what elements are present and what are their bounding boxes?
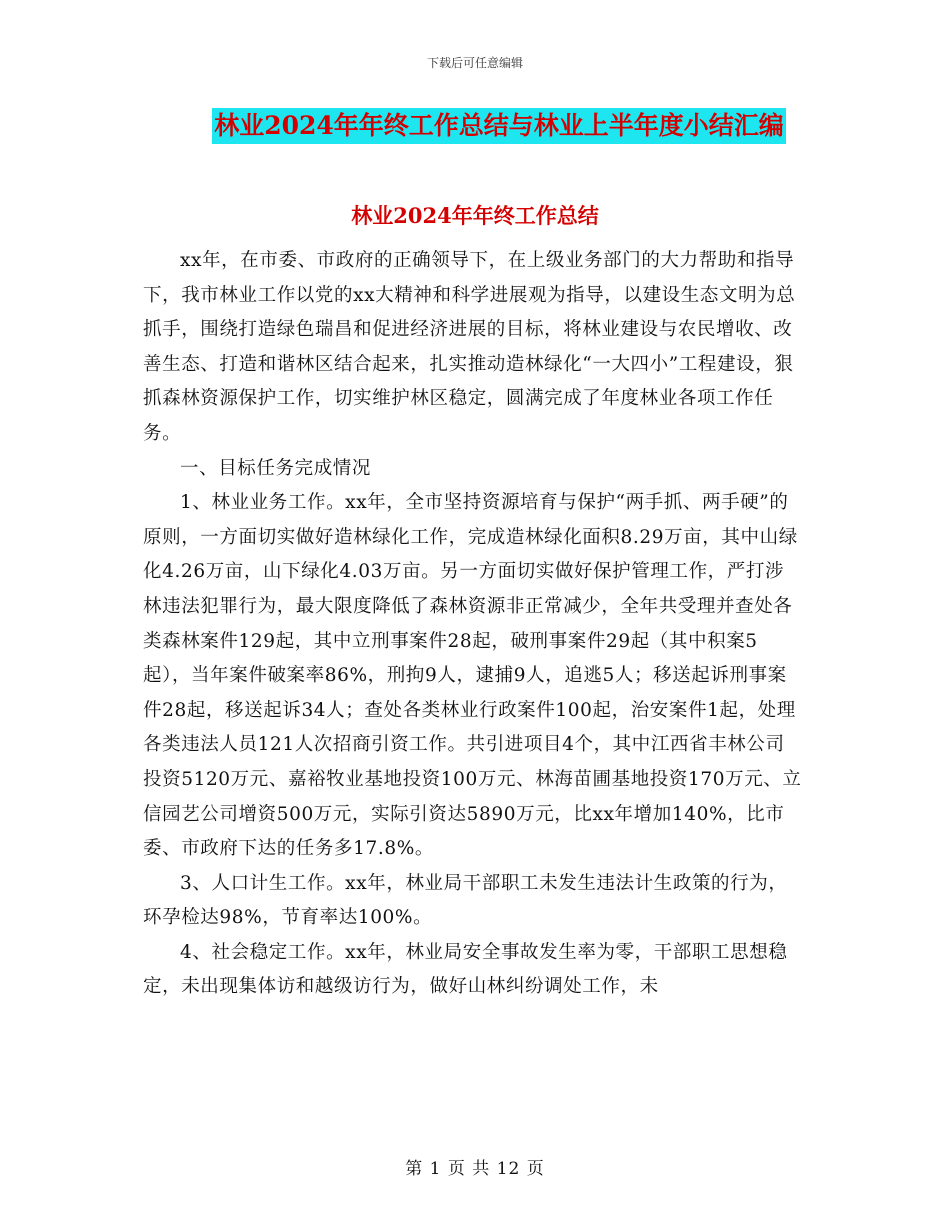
page-header: 下载后可任意编辑 <box>426 56 523 70</box>
main-title: 林业2024年年终工作总结与林业上半年度小结汇编 <box>212 108 786 144</box>
main-title-container <box>0 108 950 144</box>
body-text <box>143 244 803 1005</box>
page-footer: 第 1 页 共 12 页 <box>405 1159 545 1179</box>
section-title: 林业2024年年终工作总结 <box>351 203 599 228</box>
paragraph-heading-targets: 一、目标任务完成情况 <box>180 457 372 479</box>
paragraph-forestry-work: 1、林业业务工作。xx年，全市坚持资源培育与保护“两手抓、两手硬”的原则，一方面切实做好造林绿化工作，完成造林绿化面积8.29万亩，其中山绿化4.26万亩，山下绿化4.03万亩。另一方面切实做好保护管理工作，严打涉林违法犯罪行为，最大限度降低了森林资源非正常减少，全年共受理并查处各类森林案件129起，其中立刑事案件28起，破刑事案件29起（其中积案5起），当年案件破案率86%，刑拘9人，逮捕9人，追逃5人；移送起诉刑事案件28起，移送起诉34人；查处各类林业行政案件100起，治安案件1起，处理各类违法人员121人次招商引资工作。共引进项目4个，其中江西省丰林公司投资5120万元、嘉裕牧业基地投资100万元、林海苗圃基地投资170万元、立信园艺公司增资500万元，实际引资达5890万元，比xx年增加140%，比市委、市政府下达的任务多17.8%。 <box>143 492 802 860</box>
paragraph-family-planning: 3、人口计生工作。xx年，林业局干部职工未发生违法计生政策的行为，环孕检达98%，节育率达100%。 <box>143 872 788 929</box>
paragraph-intro: xx年，在市委、市政府的正确领导下，在上级业务部门的大力帮助和指导下，我市林业工作以党的xx大精神和科学进展观为指导，以建设生态文明为总抓手，围绕打造绿色瑞昌和促进经济进展的目标，将林业建设与农民增收、改善生态、打造和谐林区结合起来，扎实推动造林绿化“一大四小”工程建设，狠抓森林资源保护工作，切实维护林区稳定，圆满完成了年度林业各项工作任务。 <box>143 250 796 444</box>
paragraph-social-stability: 4、社会稳定工作。xx年，林业局安全事故发生率为零，干部职工思想稳定，未出现集体访和越级访行为，做好山林纠纷调处工作，未 <box>143 941 788 998</box>
